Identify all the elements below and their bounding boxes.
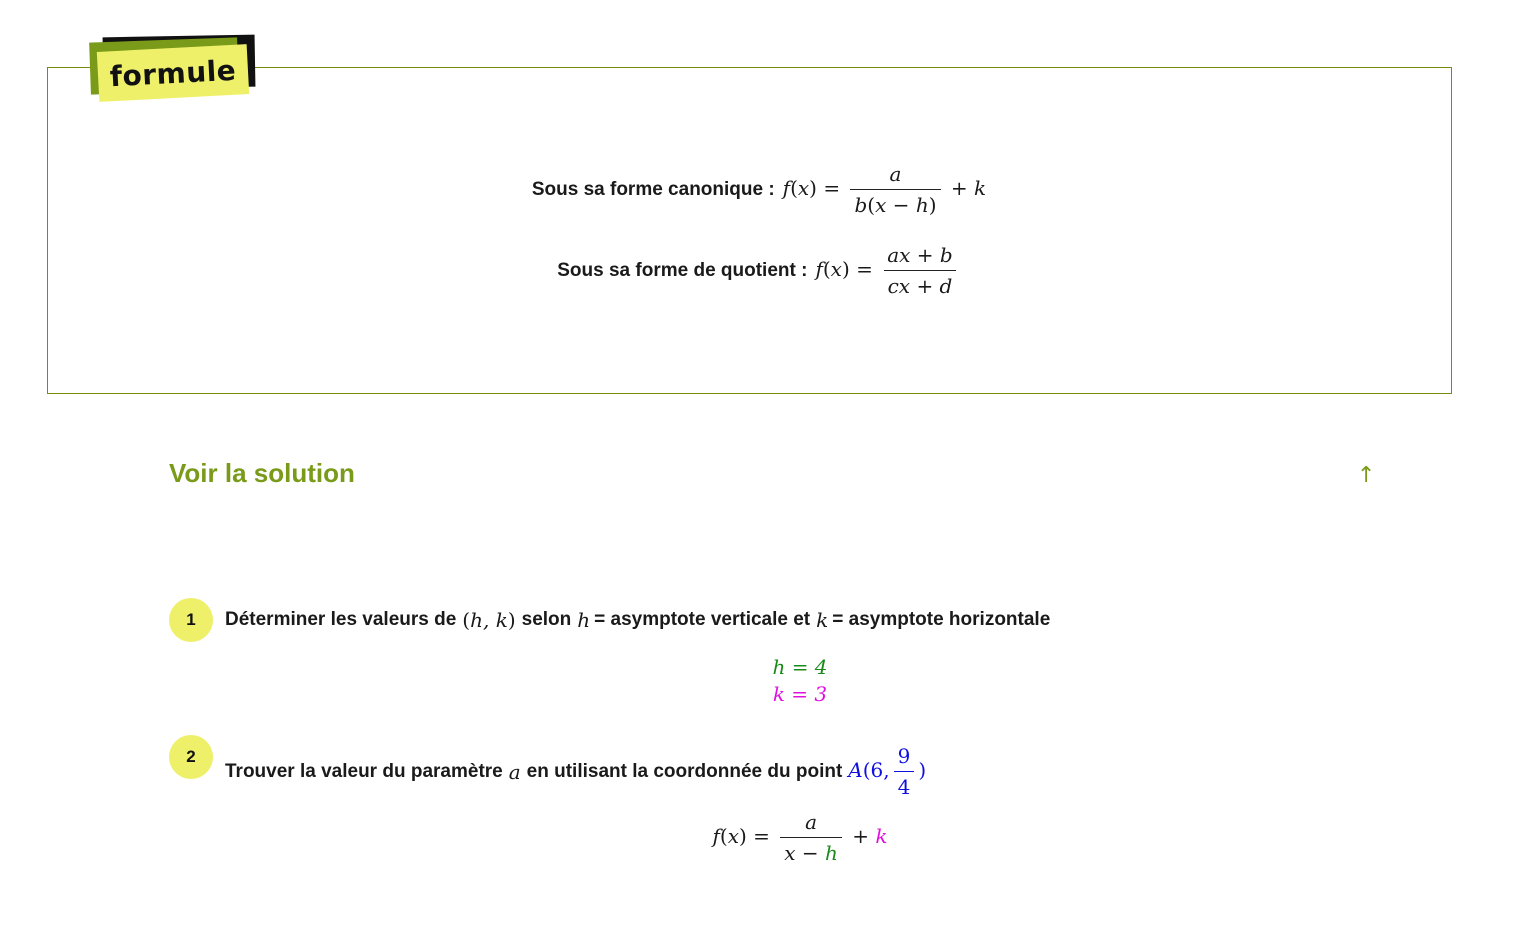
step-2-formula: f(x) = $\frac{a}{x - h}$ + k (712, 810, 888, 865)
formule-tag-label: formule (109, 53, 237, 93)
quotient-math: f(x) = $\frac{ax + b}{cx + d}$ (815, 243, 960, 298)
step-1-text: Déterminer les valeurs de (h, k) selon h = asymptote verticale et k = asymptote horizontale (225, 608, 1051, 632)
canonique-label: Sous sa forme canonique : (531, 178, 775, 200)
arrow-up-icon[interactable]: ↑ (1357, 463, 1376, 488)
formule-tag (88, 36, 260, 102)
formula-quotient (0, 243, 1518, 298)
step-2-badge: 2 (169, 735, 213, 779)
quotient-label: Sous sa forme de quotient : (557, 259, 808, 281)
step-2-text: Trouver la valeur du paramètre a en utilisant la coordonnée du point A(6, $\frac{9}{4}$ ) (225, 744, 927, 799)
formule-box (47, 67, 1452, 394)
point-a: A(6, $\frac{9}{4}$ ) (848, 744, 927, 799)
canonique-math: f(x) = $\frac{a}{b(x - h)}$ + k (782, 162, 987, 217)
step-1-badge: 1 (169, 598, 213, 642)
k-value: k = 3 (772, 682, 828, 706)
h-value: h = 4 (772, 655, 828, 679)
formula-canonique (0, 162, 1518, 217)
voir-solution-toggle[interactable]: Voir la solution (169, 458, 355, 488)
